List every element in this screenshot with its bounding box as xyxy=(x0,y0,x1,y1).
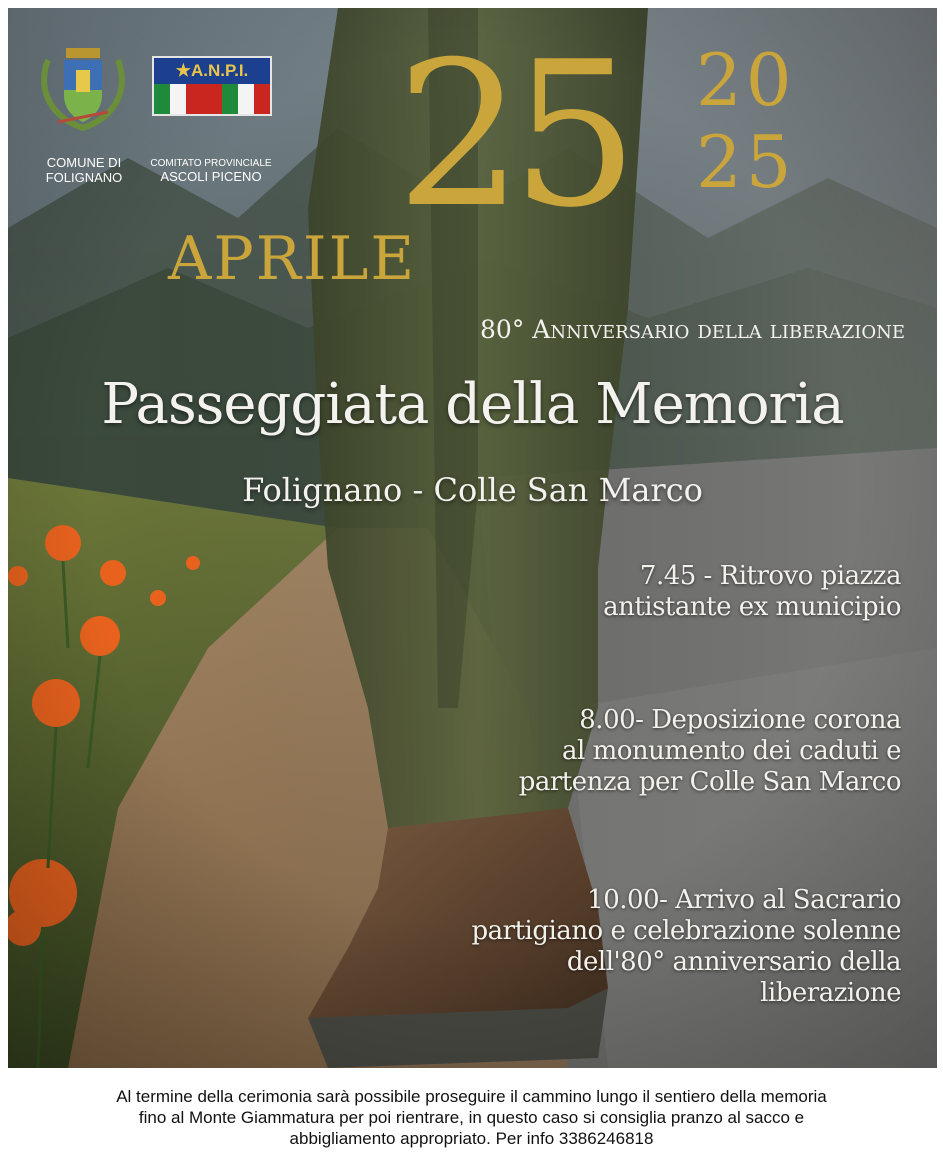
footer-line-2: fino al Monte Giammatura per poi rientrare, in questo caso si consiglia pranzo al sacco e xyxy=(138,1108,805,1127)
date-year-top: 20 xyxy=(696,38,796,122)
anpi-logo: ★A.N.P.I. xyxy=(152,56,272,116)
background-photo xyxy=(8,8,937,1068)
event-title: Passeggiata della Memoria xyxy=(101,372,844,437)
date-month: APRILE xyxy=(168,224,417,294)
anpi-caption: COMITATO PROVINCIALE ASCOLI PICENO xyxy=(150,158,272,184)
footer-note xyxy=(0,1068,943,1170)
footer-line-1: Al termine della cerimonia sarà possibile proseguire il cammino lungo il sentiero della memoria xyxy=(116,1087,827,1106)
comune-crest-logo xyxy=(38,40,128,132)
event-location: Folignano - Colle San Marco xyxy=(242,471,703,509)
footer-line-3: abbigliamento appropriato. Per info 3386246818 xyxy=(289,1129,654,1148)
schedule-item-2: 8.00- Deposizione corona al monumento dei caduti e partenza per Colle San Marco xyxy=(518,705,901,797)
date-day: 25 xyxy=(396,19,627,252)
schedule-item-1: 7.45 - Ritrovo piazza antistante ex municipio xyxy=(603,561,901,622)
schedule-item-3: 10.00- Arrivo al Sacrario partigiano e celebrazione solenne dell'80° anniversario della liberazione xyxy=(471,885,901,1008)
star-icon: ★ xyxy=(175,61,191,80)
anniversary-subtitle: 80° Anniversario della liberazione xyxy=(480,315,905,344)
date-year-bottom: 25 xyxy=(696,120,796,204)
comune-caption: COMUNE DI FOLIGNANO xyxy=(45,155,123,185)
